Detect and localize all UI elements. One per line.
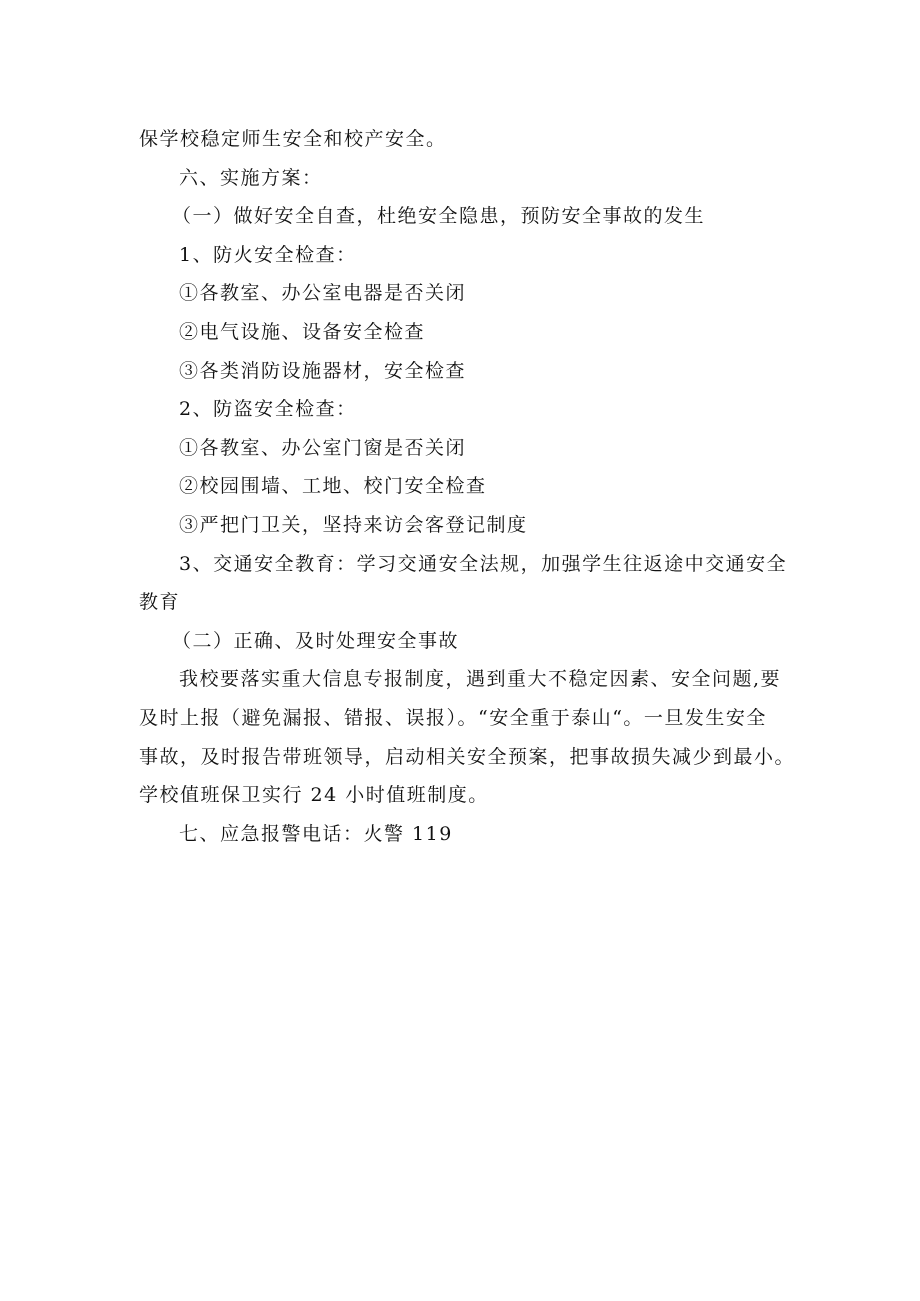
theft-check-item-3: ③严把门卫关，坚持来访会客登记制度: [179, 513, 528, 536]
text-line-continuation: 保学校稳定师生安全和校产安全。: [139, 128, 447, 150]
item-traffic-education-cont: 教育: [139, 591, 181, 614]
theft-check-item-1: ①各教室、办公室门窗是否关闭: [179, 436, 467, 459]
report-paragraph-line-2: 及时上报（避免漏报、错报、误报）。“安全重于泰山“。一旦发生安全: [139, 706, 767, 729]
report-paragraph-line-3: 事故，及时报告带班领导，启动相关安全预案，把事故损失减少到最小。: [139, 745, 796, 768]
fire-check-item-2: ②电气设施、设备安全检查: [179, 320, 426, 343]
item-theft-check: 2、防盗安全检查：: [179, 398, 357, 421]
item-traffic-education: 3、交通安全教育：学习交通安全法规，加强学生往返途中交通安全: [179, 552, 788, 575]
theft-check-item-2: ②校园围墙、工地、校门安全检查: [179, 475, 487, 498]
subsection-heading-two: （二）正确、及时处理安全事故: [172, 629, 460, 652]
section-heading-six: 六、实施方案：: [179, 166, 323, 189]
report-paragraph-line-1: 我校要落实重大信息专报制度，遇到重大不稳定因素、安全问题,要: [179, 668, 782, 691]
item-fire-check: 1、防火安全检查：: [179, 243, 357, 266]
fire-check-item-3: ③各类消防设施器材，安全检查: [179, 359, 467, 382]
document-body: [139, 120, 796, 853]
report-paragraph-line-4: 学校值班保卫实行 24 小时值班制度。: [139, 784, 489, 807]
section-heading-seven: 七、应急报警电话：火警 119: [179, 822, 453, 845]
subsection-heading-one: （一）做好安全自查，杜绝安全隐患，预防安全事故的发生: [172, 205, 706, 228]
fire-check-item-1: ①各教室、办公室电器是否关闭: [179, 282, 467, 305]
